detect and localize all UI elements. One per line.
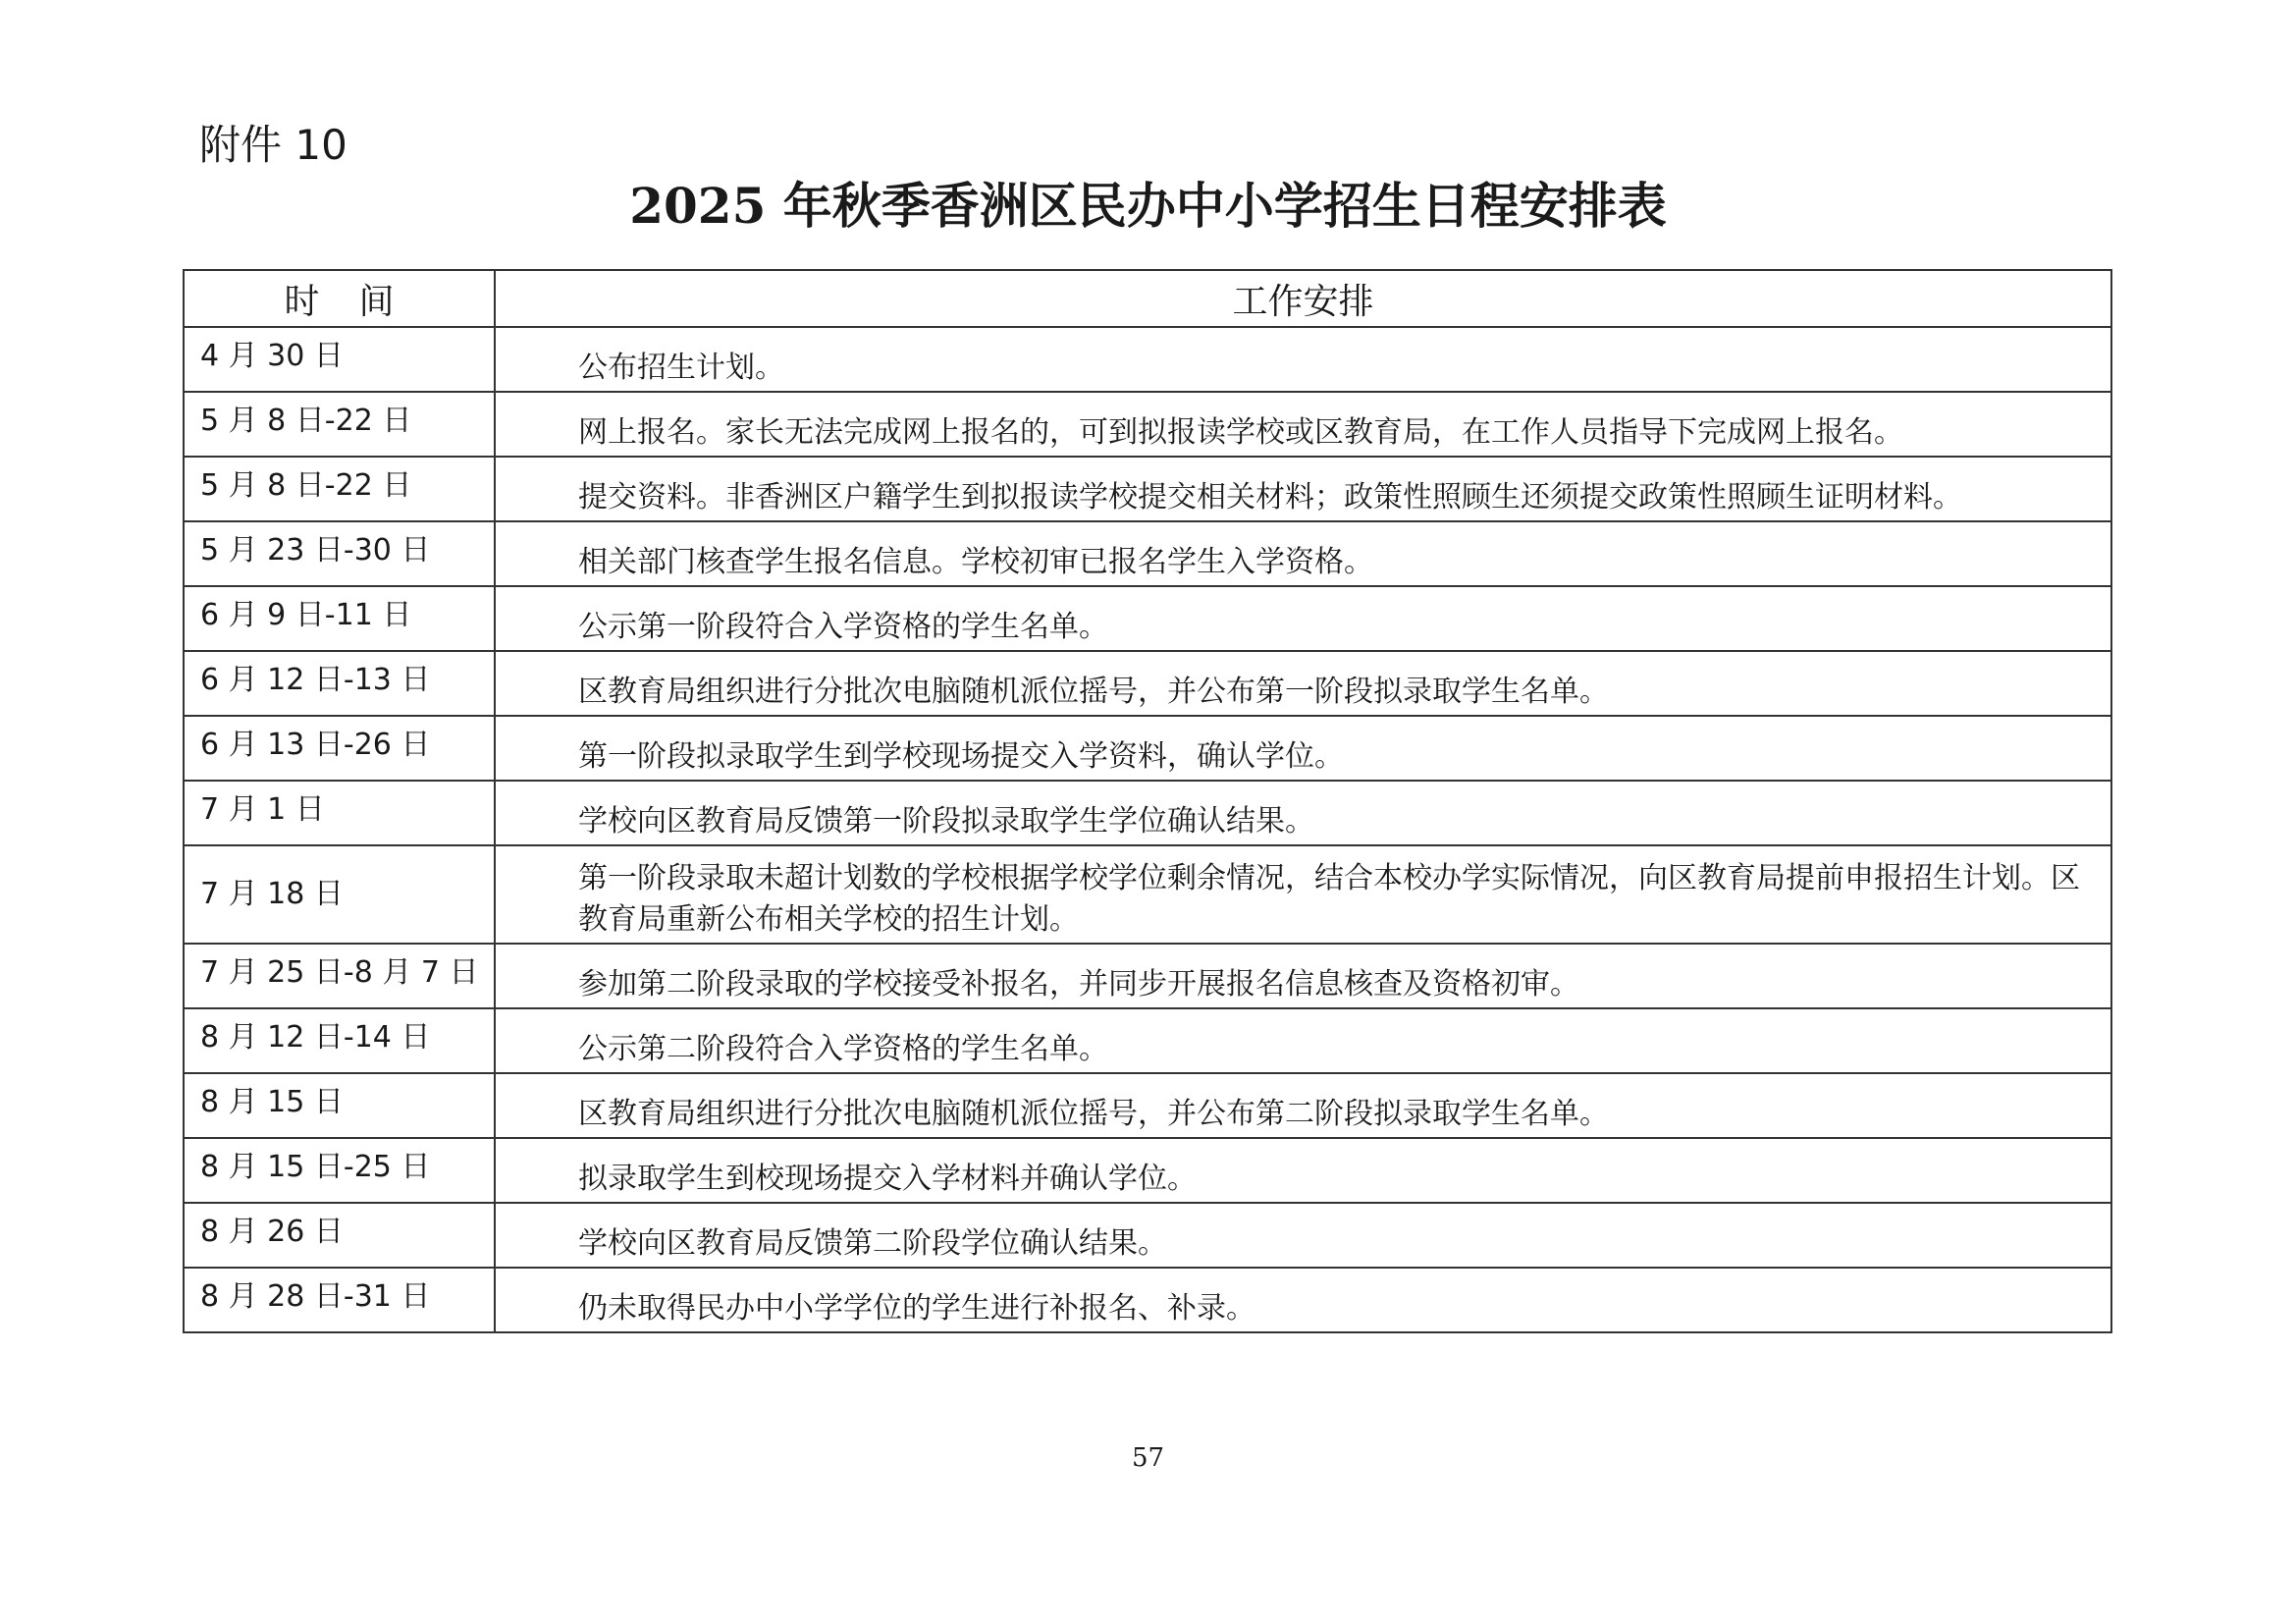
table-row [184,781,2111,845]
attachment-label: 附件 10 [199,121,347,169]
work-cell: 参加第二阶段录取的学校接受补报名，并同步开展报名信息核查及资格初审。 [495,944,2111,1008]
time-cell: 6 月 12 日-13 日 [184,651,495,716]
time-cell: 7 月 18 日 [184,845,495,944]
header-time: 时间 [184,270,495,327]
work-cell: 拟录取学生到校现场提交入学材料并确认学位。 [495,1138,2111,1203]
time-cell: 8 月 15 日-25 日 [184,1138,495,1203]
time-cell: 8 月 12 日-14 日 [184,1008,495,1073]
schedule-table [183,269,2112,1333]
work-cell: 公示第一阶段符合入学资格的学生名单。 [495,586,2111,651]
header-work: 工作安排 [495,270,2111,327]
time-cell: 4 月 30 日 [184,327,495,392]
work-cell: 区教育局组织进行分批次电脑随机派位摇号，并公布第一阶段拟录取学生名单。 [495,651,2111,716]
table-row [184,1073,2111,1138]
page-number: 57 [1131,1443,1165,1473]
time-cell: 6 月 9 日-11 日 [184,586,495,651]
table-row [184,845,2111,944]
table-row [184,1138,2111,1203]
time-cell: 5 月 23 日-30 日 [184,521,495,586]
work-cell: 学校向区教育局反馈第二阶段学位确认结果。 [495,1203,2111,1268]
work-cell: 相关部门核查学生报名信息。学校初审已报名学生入学资格。 [495,521,2111,586]
table-row [184,651,2111,716]
time-cell: 7 月 25 日-8 月 7 日 [184,944,495,1008]
work-cell: 提交资料。非香洲区户籍学生到拟报读学校提交相关材料；政策性照顾生还须提交政策性照顾生证明材料。 [495,457,2111,521]
table-row [184,457,2111,521]
table-row [184,521,2111,586]
table-row [184,716,2111,781]
work-cell: 第一阶段拟录取学生到学校现场提交入学资料，确认学位。 [495,716,2111,781]
work-cell: 公示第二阶段符合入学资格的学生名单。 [495,1008,2111,1073]
work-cell: 区教育局组织进行分批次电脑随机派位摇号，并公布第二阶段拟录取学生名单。 [495,1073,2111,1138]
work-cell: 学校向区教育局反馈第一阶段拟录取学生学位确认结果。 [495,781,2111,845]
table-row [184,586,2111,651]
work-cell: 网上报名。家长无法完成网上报名的，可到拟报读学校或区教育局，在工作人员指导下完成网上报名。 [495,392,2111,457]
time-cell: 7 月 1 日 [184,781,495,845]
time-cell: 6 月 13 日-26 日 [184,716,495,781]
work-cell: 仍未取得民办中小学学位的学生进行补报名、补录。 [495,1268,2111,1332]
table-row [184,1268,2111,1332]
work-cell: 公布招生计划。 [495,327,2111,392]
table-row [184,327,2111,392]
time-cell: 8 月 26 日 [184,1203,495,1268]
table-header-row [184,270,2111,327]
time-cell: 8 月 15 日 [184,1073,495,1138]
table-row [184,392,2111,457]
table-row [184,1008,2111,1073]
time-cell: 5 月 8 日-22 日 [184,457,495,521]
work-cell: 第一阶段录取未超计划数的学校根据学校学位剩余情况，结合本校办学实际情况，向区教育局提前申报招生计划。区教育局重新公布相关学校的招生计划。 [495,845,2111,944]
table-row [184,1203,2111,1268]
time-cell: 8 月 28 日-31 日 [184,1268,495,1332]
document-title: 2025 年秋季香洲区民办中小学招生日程安排表 [629,177,1667,235]
time-cell: 5 月 8 日-22 日 [184,392,495,457]
table-row [184,944,2111,1008]
